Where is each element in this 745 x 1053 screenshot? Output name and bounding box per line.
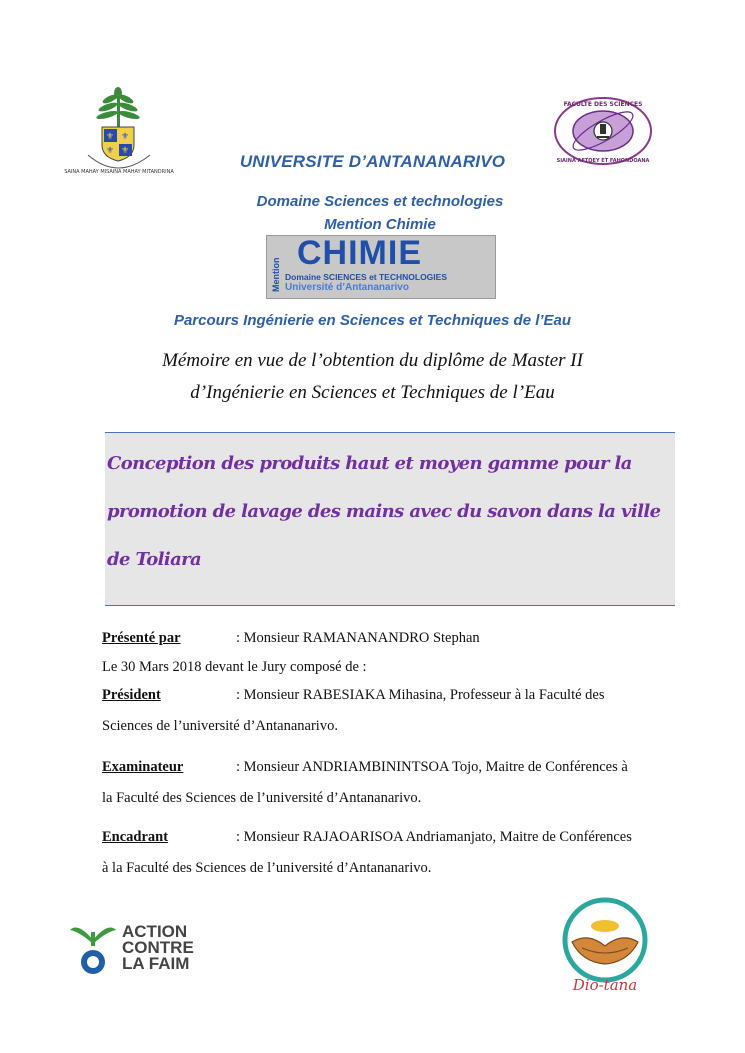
presente-value: : Monsieur RAMANANANDRO Stephan [236, 630, 480, 646]
examinateur-value: : Monsieur ANDRIAMBININTSOA Tojo, Maitre de Conférences à [236, 759, 628, 775]
svg-text:⚜: ⚜ [105, 146, 115, 156]
examinateur-label: Examinateur [102, 759, 184, 775]
presente-label: Présenté par [102, 630, 181, 646]
memoire-line-1: Mémoire en vue de l’obtention du diplôme de Master II [162, 350, 583, 371]
acf-line-3: LA FAIM [122, 954, 190, 973]
chimie-sub-text: Domaine SCIENCES et TECHNOLOGIES [285, 272, 447, 282]
acf-line-1: ACTION [122, 922, 188, 941]
svg-text:⚜: ⚜ [120, 146, 130, 156]
encadrant-continuation: à la Faculté des Sciences de l’université d’Antananarivo. [102, 860, 432, 876]
chimie-banner-logo [266, 235, 496, 299]
svg-text:⚜: ⚜ [120, 132, 130, 142]
memoire-line-2: d’Ingénierie en Sciences et Techniques de l’Eau [190, 382, 555, 403]
domain-label: Domaine Sciences et technologies [256, 193, 504, 210]
svg-text:⚜: ⚜ [105, 132, 115, 142]
examinateur-row [102, 757, 737, 777]
president-label: Président [102, 687, 161, 703]
thesis-title: Conception des produits haut et moyen gamme pour la promotion de lavage des mains avec du savon dans la ville de Toliara [107, 453, 661, 570]
presente-par-row [102, 628, 737, 648]
dio-tana-name: Dio-tana [572, 976, 638, 994]
encadrant-label: Encadrant [102, 829, 169, 845]
mention-label: Mention Chimie [324, 216, 436, 233]
faculty-ring-top-text: FACULTE DES SCIENCES [563, 101, 643, 108]
president-value: : Monsieur RABESIAKA Mihasina, Professeur à la Faculté des [236, 687, 605, 703]
university-title: UNIVERSITE D’ANTANANARIVO [239, 152, 506, 171]
president-continuation: Sciences de l’université d’Antananarivo. [102, 718, 338, 734]
domain-mention-block [230, 190, 530, 236]
acf-wordmark [122, 924, 194, 972]
parcours-label: Parcours Ingénierie en Sciences et Techniques de l’Eau [173, 312, 572, 329]
action-contre-la-faim-logo [68, 914, 218, 984]
date-line: Le 30 Mars 2018 devant le Jury composé de : [102, 659, 367, 675]
president-row [102, 685, 737, 705]
acf-line-2: CONTRE [122, 938, 194, 957]
encadrant-value: : Monsieur RAJAOARISOA Andriamanjato, Maitre de Conférences [236, 829, 632, 845]
examinateur-continuation: la Faculté des Sciences de l’université d’Antananarivo. [102, 790, 422, 806]
faculty-ring-bottom-text: SIAINA AFTOEY ET FAHONDOANA [556, 158, 650, 164]
memoire-statement [0, 345, 745, 409]
chimie-univ-text: Université d’Antananarivo [285, 282, 409, 293]
chimie-main-text: CHIMIE [297, 234, 422, 272]
chimie-side-label: Mention [271, 257, 281, 292]
crest-motto: SAINA MAHAY MISAINA MAHAY MITANDRINA [64, 169, 174, 175]
dio-tana-logo [548, 896, 663, 996]
encadrant-row [102, 827, 737, 847]
